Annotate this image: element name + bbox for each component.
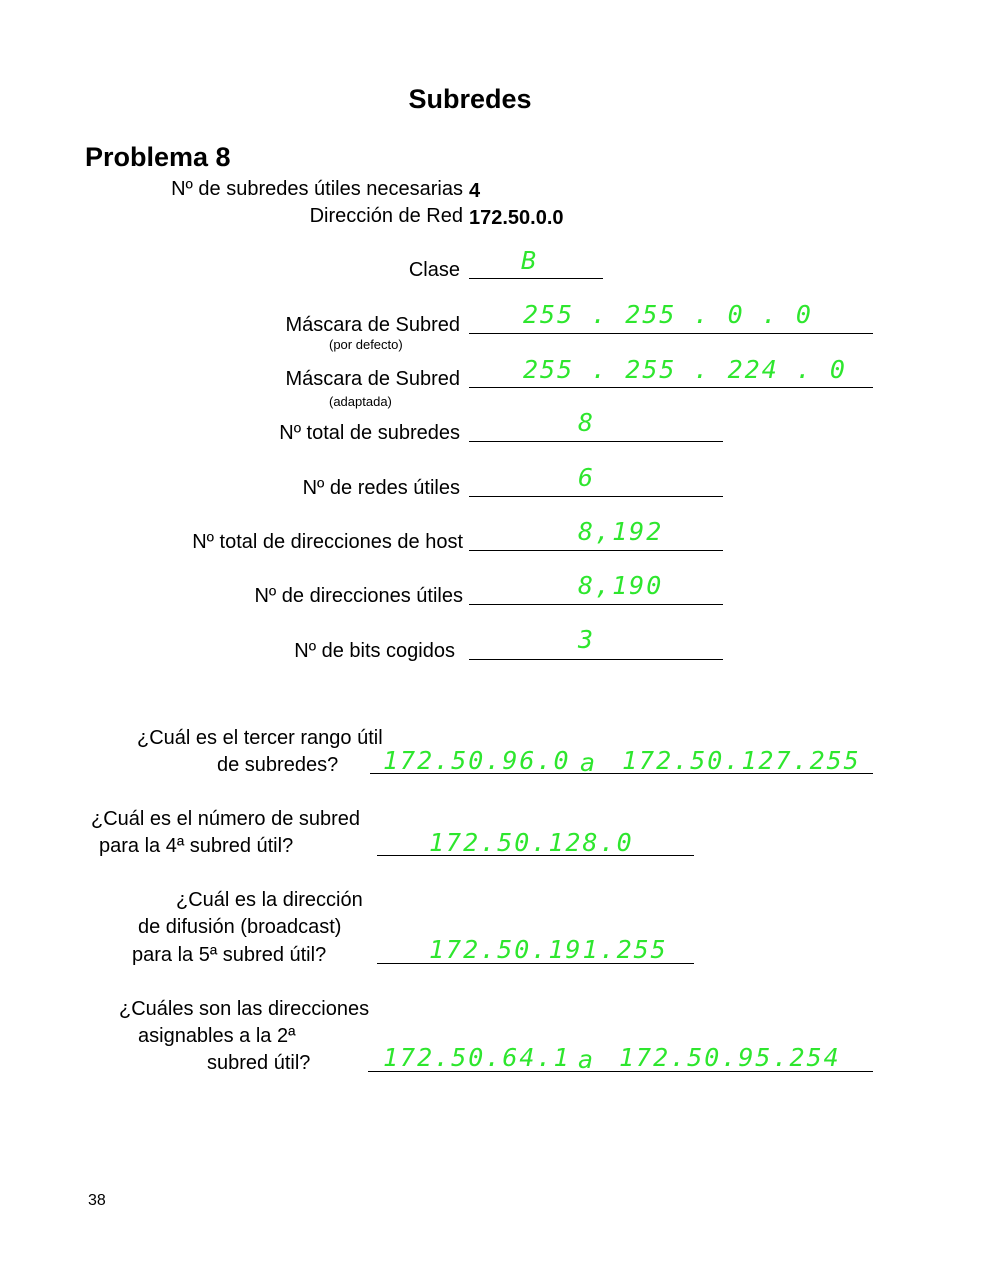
- bits-label: Nº de bits cogidos: [294, 640, 455, 662]
- useful-nets-answer: 6: [578, 463, 596, 492]
- q1-text-line1: ¿Cuál es el tercer rango útil: [137, 727, 383, 749]
- q1-text-line2: de subredes?: [217, 754, 339, 776]
- page-title: Subredes: [408, 84, 532, 114]
- mask-default-line: [469, 333, 873, 334]
- q2-text-line2: para la 4ª subred útil?: [99, 835, 294, 857]
- total-hosts-label: Nº total de direcciones de host: [192, 531, 463, 553]
- q3-text-line1: ¿Cuál es la dirección: [176, 889, 363, 911]
- useful-addr-line: [469, 604, 723, 605]
- total-subnets-answer: 8: [578, 408, 596, 437]
- q4-answer-start: 172.50.64.1: [383, 1043, 571, 1072]
- useful-addr-answer: 8,190: [578, 571, 664, 600]
- total-subnets-line: [469, 441, 723, 442]
- useful-nets-label: Nº de redes útiles: [302, 477, 460, 499]
- total-subnets-label: Nº total de subredes: [279, 422, 460, 444]
- network-address-value: 172.50.0.0: [469, 207, 564, 229]
- q4-answer-sep: a: [578, 1045, 596, 1074]
- q4-text-line2: asignables a la 2ª: [138, 1025, 296, 1047]
- mask-default-note: (por defecto): [329, 337, 403, 352]
- bits-answer: 3: [578, 625, 596, 654]
- total-hosts-line: [469, 550, 723, 551]
- q3-answer: 172.50.191.255: [429, 935, 668, 964]
- bits-line: [469, 659, 723, 660]
- mask-custom-line: [469, 387, 873, 388]
- subnets-needed-label: Nº de subredes útiles necesarias: [171, 178, 463, 200]
- useful-nets-line: [469, 496, 723, 497]
- subnets-needed-value: 4: [469, 180, 481, 202]
- page-number: 38: [88, 1192, 106, 1209]
- mask-custom-note: (adaptada): [329, 394, 392, 409]
- q2-text-line1: ¿Cuál es el número de subred: [91, 808, 361, 830]
- clase-label: Clase: [408, 259, 460, 281]
- useful-addr-label: Nº de direcciones útiles: [254, 585, 463, 607]
- mask-custom-label: Máscara de Subred: [285, 368, 460, 390]
- mask-custom-answer: 255 . 255 . 224 . 0: [523, 355, 847, 384]
- mask-default-answer: 255 . 255 . 0 . 0: [523, 300, 813, 329]
- q3-text-line2: de difusión (broadcast): [138, 916, 342, 938]
- network-address-label: Dirección de Red: [309, 205, 463, 227]
- q4-text-line3: subred útil?: [207, 1052, 311, 1074]
- q1-answer-start: 172.50.96.0: [383, 746, 571, 775]
- clase-answer: B: [521, 246, 539, 275]
- total-hosts-answer: 8,192: [578, 517, 664, 546]
- q4-answer-end: 172.50.95.254: [619, 1043, 841, 1072]
- q4-text-line1: ¿Cuáles son las direcciones: [119, 998, 370, 1020]
- problem-title: Problema 8: [85, 142, 231, 172]
- q2-answer: 172.50.128.0: [429, 828, 634, 857]
- q1-answer-sep: a: [580, 748, 598, 777]
- q1-answer-end: 172.50.127.255: [622, 746, 861, 775]
- clase-line: [469, 278, 603, 279]
- q3-text-line3: para la 5ª subred útil?: [132, 944, 327, 966]
- mask-default-label: Máscara de Subred: [285, 314, 460, 336]
